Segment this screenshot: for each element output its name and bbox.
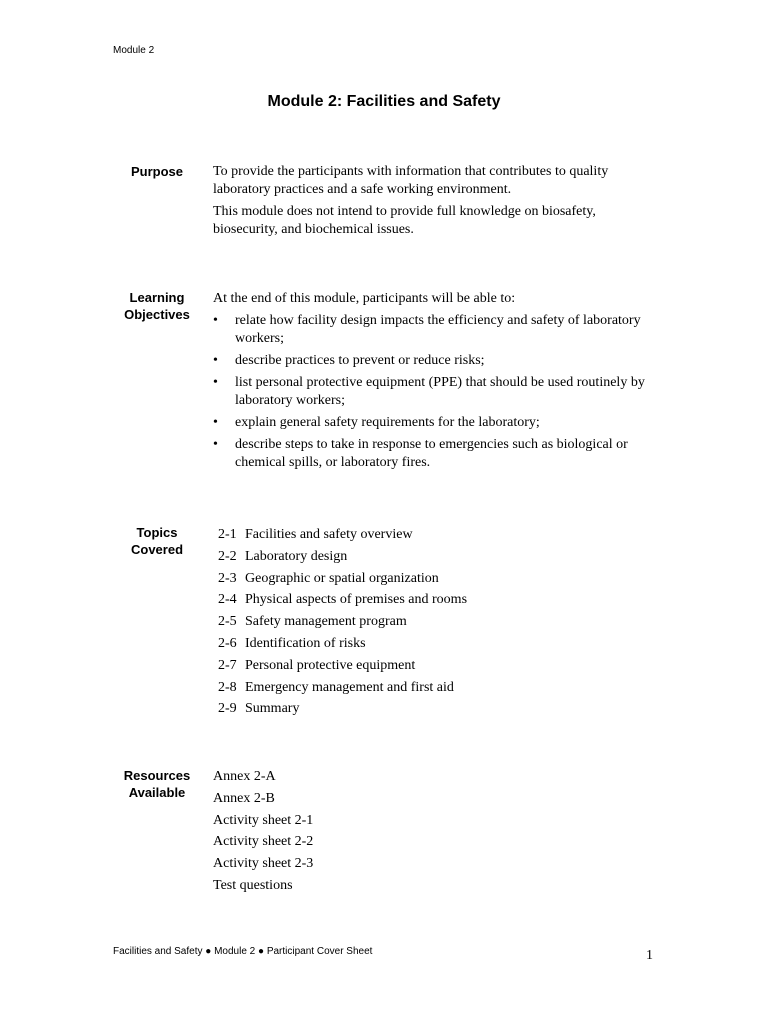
list-item-text: describe steps to take in response to emergencies such as biological or chemical spills, or laboratory fires. bbox=[235, 437, 628, 470]
objectives-label-line: Learning bbox=[129, 290, 185, 305]
topic-row bbox=[218, 525, 467, 547]
topic-row bbox=[218, 590, 467, 612]
topic-text: Geographic or spatial organization bbox=[245, 570, 439, 586]
topic-text: Personal protective equipment bbox=[245, 657, 416, 673]
objectives-intro: At the end of this module, participants will be able to: bbox=[213, 291, 516, 306]
topic-text: Identification of risks bbox=[245, 635, 366, 651]
topic-row bbox=[218, 612, 467, 634]
topic-number: 2-4 bbox=[218, 592, 237, 608]
topic-text: Laboratory design bbox=[245, 548, 348, 564]
topic-row bbox=[218, 656, 467, 678]
purpose-section bbox=[213, 163, 653, 243]
topic-text: Safety management program bbox=[245, 614, 407, 630]
topics-list bbox=[218, 525, 467, 721]
topic-row bbox=[218, 547, 467, 569]
list-item bbox=[213, 436, 653, 472]
topic-row bbox=[218, 699, 467, 721]
resources-label bbox=[108, 767, 206, 801]
objectives-section bbox=[213, 290, 653, 476]
topic-number: 2-3 bbox=[218, 570, 237, 586]
purpose-paragraph: To provide the participants with information that contributes to quality laboratory practices and a safe working environment. bbox=[213, 164, 609, 197]
running-header: Module 2 bbox=[113, 45, 155, 56]
topic-text: Summary bbox=[245, 701, 300, 717]
objectives-label-line: Objectives bbox=[124, 307, 190, 322]
purpose-label: Purpose bbox=[130, 164, 183, 179]
topic-row bbox=[218, 678, 467, 700]
topic-number: 2-2 bbox=[218, 548, 237, 564]
bullet-icon: • bbox=[213, 313, 218, 328]
list-item-text: explain general safety requirements for the laboratory; bbox=[235, 415, 540, 430]
resources-label-line: Available bbox=[128, 785, 186, 800]
bullet-icon: • bbox=[213, 437, 218, 452]
list-item-text: relate how facility design impacts the efficiency and safety of laboratory workers; bbox=[235, 313, 641, 346]
bullet-icon: • bbox=[213, 375, 218, 390]
list-item-text: list personal protective equipment (PPE) that should be used routinely by laboratory workers; bbox=[235, 375, 645, 408]
topic-text: Physical aspects of premises and rooms bbox=[245, 592, 468, 608]
bullet-icon: • bbox=[213, 415, 218, 430]
topic-number: 2-5 bbox=[218, 614, 237, 630]
topic-text: Emergency management and first aid bbox=[245, 679, 454, 695]
list-item bbox=[213, 374, 653, 410]
objectives-list bbox=[213, 312, 653, 472]
objectives-label bbox=[108, 289, 206, 323]
resource-item: Annex 2-A bbox=[213, 769, 276, 784]
topic-row bbox=[218, 634, 467, 656]
topics-label-line: Covered bbox=[130, 542, 184, 557]
page-number: 1 bbox=[646, 948, 653, 963]
resources-label-line: Resources bbox=[123, 768, 191, 783]
topic-number: 2-1 bbox=[218, 527, 237, 542]
topic-number: 2-7 bbox=[218, 657, 237, 673]
topic-number: 2-6 bbox=[218, 635, 237, 651]
topics-label-line: Topics bbox=[136, 525, 178, 540]
resource-item: Activity sheet 2-3 bbox=[213, 856, 314, 872]
topics-label bbox=[108, 524, 206, 558]
topic-text: Facilities and safety overview bbox=[245, 527, 413, 542]
bullet-icon: • bbox=[213, 353, 218, 368]
purpose-paragraph: This module does not intend to provide full knowledge on biosafety, biosecurity, and biochemical issues. bbox=[213, 204, 596, 237]
resource-item: Activity sheet 2-2 bbox=[213, 834, 314, 850]
page-title: Module 2: Facilities and Safety bbox=[267, 93, 501, 110]
resources-list bbox=[213, 767, 313, 898]
resource-item: Annex 2-B bbox=[213, 790, 275, 806]
list-item-text: describe practices to prevent or reduce risks; bbox=[235, 353, 485, 368]
topic-row bbox=[218, 569, 467, 591]
resource-item: Test questions bbox=[213, 877, 293, 893]
resource-item: Activity sheet 2-1 bbox=[213, 812, 314, 828]
topic-number: 2-8 bbox=[218, 679, 237, 695]
topic-number: 2-9 bbox=[218, 701, 237, 717]
list-item bbox=[213, 352, 653, 370]
list-item bbox=[213, 414, 653, 432]
running-footer: Facilities and Safety ● Module 2 ● Participant Cover Sheet bbox=[113, 946, 373, 957]
list-item bbox=[213, 312, 653, 348]
